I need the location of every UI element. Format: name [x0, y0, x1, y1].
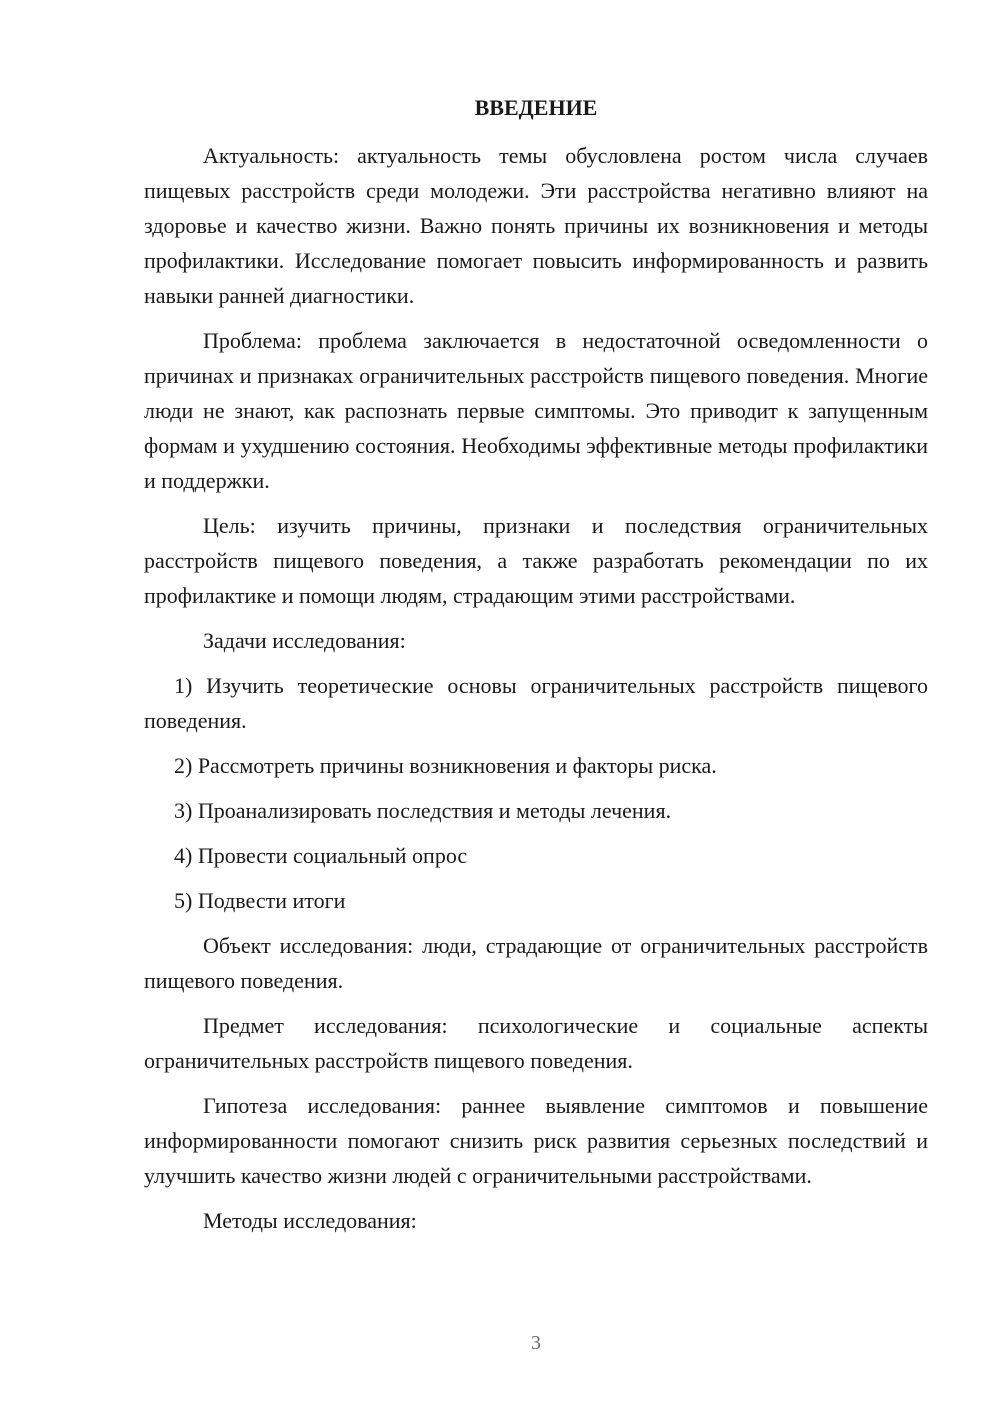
page-title: ВВЕДЕНИЕ: [474, 95, 598, 120]
tasks-heading: Задачи исследования:: [203, 628, 406, 653]
object-paragraph: Объект исследования: люди, страдающие от ограничительных расстройств пищевого поведения.: [144, 933, 928, 993]
goal-paragraph: Цель: изучить причины, признаки и последствия ограничительных расстройств пищевого поведения, а также разработать рекомендации по их профилактике и помощи людям, страдающим этими расстройствами.: [144, 513, 928, 608]
task-item-4: 4) Провести социальный опрос: [174, 843, 468, 868]
task-item-2: 2) Рассмотреть причины возникновения и факторы риска.: [174, 753, 717, 778]
hypothesis-paragraph: Гипотеза исследования: раннее выявление симптомов и повышение информированности помогают снизить риск развития серьезных последствий и улучшить качество жизни людей с ограничительными расстройствами.: [144, 1093, 928, 1188]
page-number: 3: [531, 1332, 541, 1354]
subject-paragraph: Предмет исследования: психологические и социальные аспекты ограничительных расстройств пищевого поведения.: [144, 1013, 928, 1073]
problem-paragraph: Проблема: проблема заключается в недостаточной осведомленности о причинах и признаках ограничительных расстройств пищевого поведения. Многие люди не знают, как распознать первые симптомы. Это приводит к запущенным формам и ухудшению состояния. Необходимы эффективные методы профилактики и поддержки.: [144, 328, 928, 493]
relevance-paragraph: Актуальность: актуальность темы обусловлена ростом числа случаев пищевых расстройств среди молодежи. Эти расстройства негативно влияют на здоровье и качество жизни. Важно понять причины их возникновения и методы профилактики. Исследование помогает повысить информированность и развить навыки ранней диагностики.: [144, 143, 928, 308]
task-item-5: 5) Подвести итоги: [174, 888, 346, 913]
task-item-1: 1) Изучить теоретические основы ограничительных расстройств пищевого поведения.: [144, 673, 928, 733]
task-item-3: 3) Проанализировать последствия и методы лечения.: [174, 798, 672, 823]
methods-heading: Методы исследования:: [203, 1208, 417, 1233]
document-body: [144, 92, 928, 1248]
